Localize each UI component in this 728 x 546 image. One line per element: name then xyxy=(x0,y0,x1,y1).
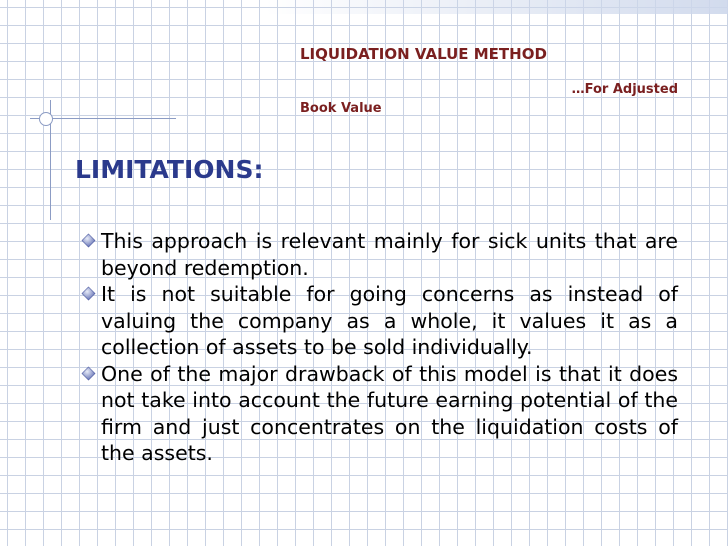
top-gradient-bar xyxy=(265,0,728,14)
slide-subtitle: …For Adjusted xyxy=(571,82,678,97)
diamond-bullet-icon xyxy=(81,366,96,381)
bullet-text: It is not suitable for going concerns as instead of valuing the company as a whole, it values it as a collection of assets to be sold individually. xyxy=(101,282,678,359)
bullet-text: This approach is relevant mainly for sick units that are beyond redemption. xyxy=(101,229,678,280)
diamond-bullet-icon xyxy=(81,286,96,301)
list-item xyxy=(80,281,678,361)
slide-title: LIQUIDATION VALUE METHOD xyxy=(300,45,547,63)
bullet-text: One of the major drawback of this model is that it does not take into account the future earning potential of the firm and just concentrates on the liquidation costs of the assets. xyxy=(101,361,678,465)
slide-subtitle-continued: Book Value xyxy=(300,101,382,116)
list-item xyxy=(80,228,678,281)
list-item xyxy=(80,361,678,467)
bullet-list xyxy=(80,228,678,467)
decorative-circle xyxy=(39,112,53,126)
section-heading: LIMITATIONS: xyxy=(75,155,264,184)
diamond-bullet-icon xyxy=(81,233,96,248)
